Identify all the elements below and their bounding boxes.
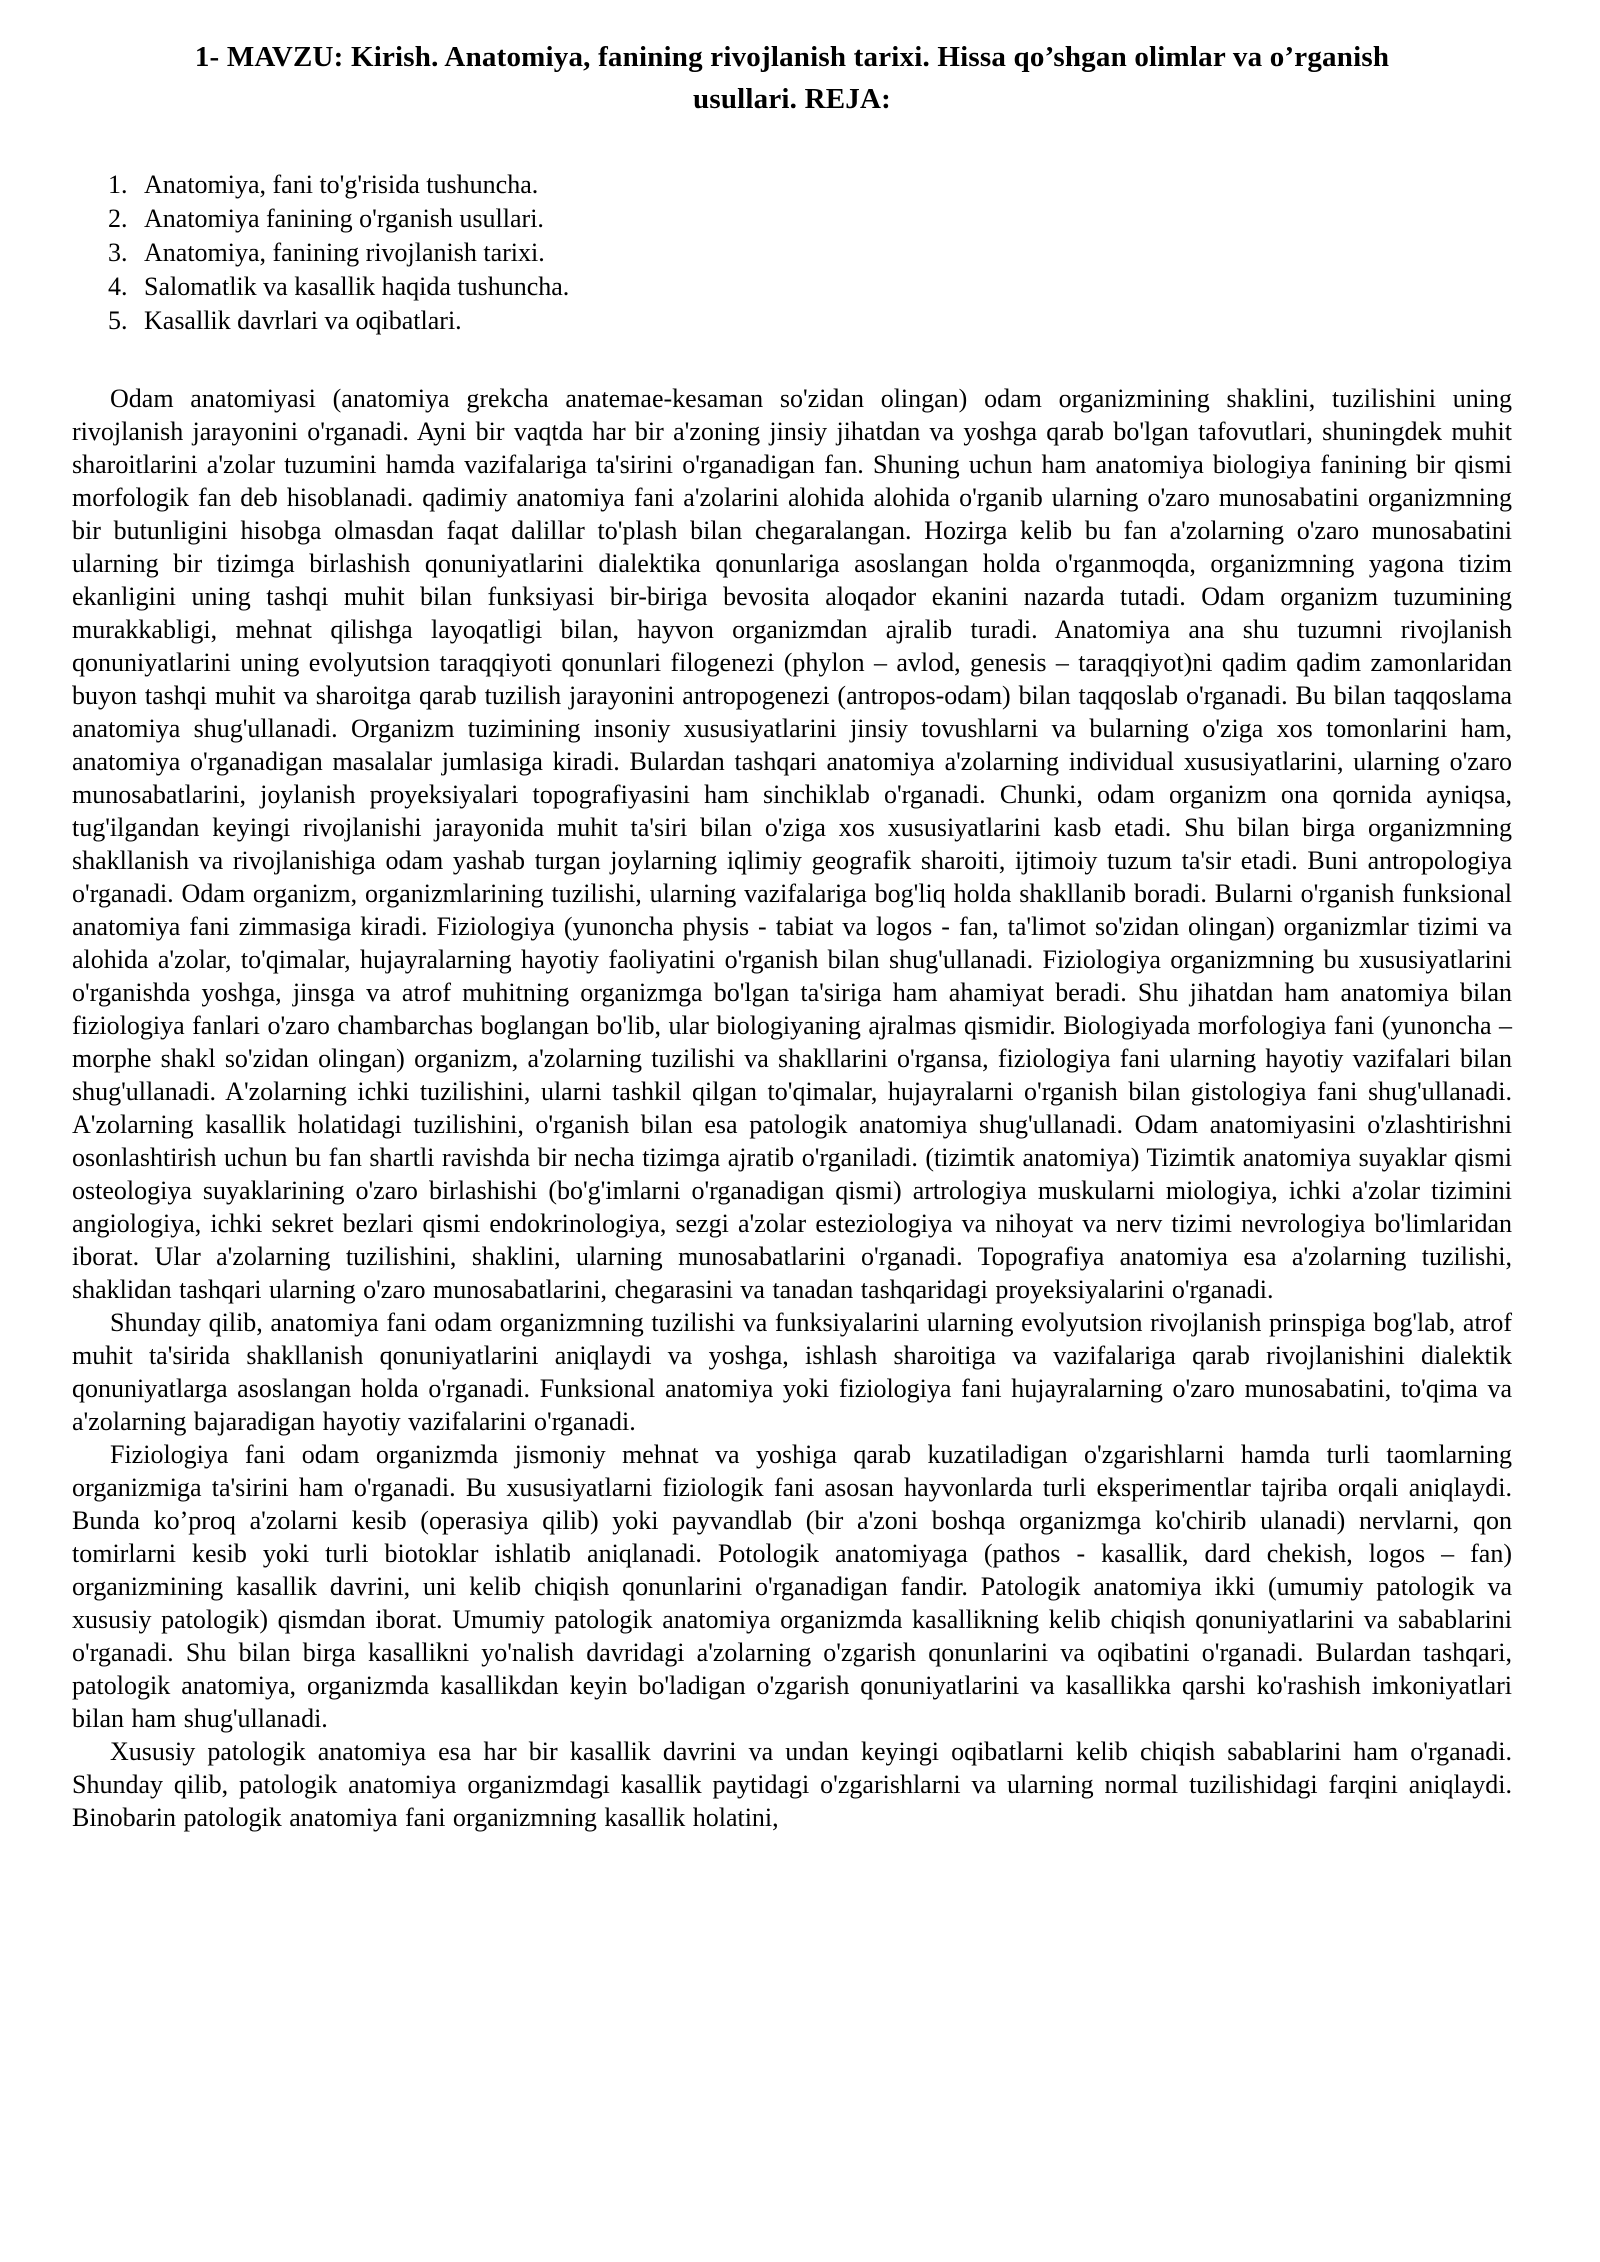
page-title-line-1: 1- MAVZU: Kirish. Anatomiya, fanining rivojlanish tarixi. Hissa qo’shgan olimlar va o’rganish <box>194 41 1390 73</box>
paragraph: Xususiy patologik anatomiya esa har bir kasallik davrini va undan keyingi oqibatlarni kelib chiqish sabablarini ham o'rganadi. Shunday qilib, patologik anatomiya organizmdagi kasallik paytidagi o'zgarishlarni va ularning normal tuzilishidagi farqini aniqlaydi. Binobarin patologik anatomiya fani organizmning kasallik holatini, <box>72 1737 1512 1832</box>
plan-item: 2. Anatomiya fanining o'rganish usullari. <box>134 202 1512 236</box>
paragraph: Shunday qilib, anatomiya fani odam organizmning tuzilishi va funksiyalarini ularning evolyutsion rivojlanish prinspiga bog'lab, atrof muhit ta'sirida shakllanish qonuniyatlarini aniqlaydi va yoshga, ishlash sharoitiga va vazifalariga qarab rivojlanishini dialektik qonuniyatlarga asoslangan holda o'rganadi. Funksional anatomiya yoki fiziologiya fani hujayralarning o'zaro munosabatini, to'qima va a'zolarning bajaradigan hayotiy vazifalarini o'rganadi. <box>72 1308 1512 1436</box>
plan-item: 4. Salomatlik va kasallik haqida tushuncha. <box>134 270 1512 304</box>
plan-item: 5. Kasallik davrlari va oqibatlari. <box>134 304 1512 338</box>
paragraph: Odam anatomiyasi (anatomiya grekcha anatemae-kesaman so'zidan olingan) odam organizmining shaklini, tuzilishini uning rivojlanish jarayonini o'rganadi. Ayni bir vaqtda har bir a'zoning jinsiy jihatdan va yoshga qarab bo'lgan tafovutlari, shuningdek muhit sharoitlarini a'zolar tuzumini hamda vazifalariga ta'sirini o'rganadigan fan. Shuning uchun ham anatomiya biologiya fanining bir qismi morfologik fan deb hisoblanadi. qadimiy anatomiya fani a'zolarini alohida alohida o'rganib ularning o'zaro munosabatini organizmning bir butunligini hisobga olmasdan faqat dalillar to'plash bilan chegaralangan. Hozirga kelib bu fan a'zolarning o'zaro munosabatini ularning bir tizimga birlashish qonuniyatlarini dialektika qonunlariga asoslangan holda o'rganmoqda, organizmning yagona tizim ekanligini uning tashqi muhit bilan funksiyasi bir-biriga bevosita aloqador ekanini nazarda tutadi. Odam organizm tuzumining murakkabligi, mehnat qilishga layoqatligi bilan, hayvon organizmdan ajralib turadi. Anatomiya ana shu tuzumni rivojlanish qonuniyatlarini uning evolyutsion taraqqiyoti qonunlari filogenezi (phylon – avlod, genesis – taraqqiyot)ni qadim qadim zamonlaridan buyon tashqi muhit va sharoitga qarab tuzilish jarayonini antropogenezi (antropos-odam) bilan taqqoslab o'rganadi. Bu bilan taqqoslama anatomiya shug'ullanadi. Organizm tuzimining insoniy xususiyatlarini jinsiy tovushlarni va bularning o'ziga xos tomonlarini ham, anatomiya o'rganadigan masalalar jumlasiga kiradi. Bulardan tashqari anatomiya a'zolarning individual xususiyatlarini, ularning o'zaro munosabatlarini, joylanish proyeksiyalari topografiyasini ham sinchiklab o'rganadi. Chunki, odam organizm ona qornida ayniqsa, tug'ilgandan keyingi rivojlanishi jarayonida muhit ta'siri bilan o'ziga xos xususiyatlarini kasb etadi. Shu bilan birga organizmning shakllanish va rivojlanishiga odam yashab turgan joylarning iqlimiy geografik sharoiti, ijtimoiy tuzum ta'sir etadi. Buni antropologiya o'rganadi. Odam organizm, organizmlarining tuzilishi, ularning vazifalariga bog'liq holda shakllanib boradi. Bularni o'rganish funksional anatomiya fani zimmasiga kiradi. Fiziologiya (yunoncha physis - tabiat va logos - fan, ta'limot so'zidan olingan) organizmlar tizimi va alohida a'zolar, to'qimalar, hujayralarning hayotiy faoliyatini o'rganish bilan shug'ullanadi. Fiziologiya organizmning bu xususiyatlarini o'rganishda yoshga, jinsga va atrof muhitning organizmga bo'lgan ta'siriga ham ahamiyat beradi. Shu jihatdan ham anatomiya bilan fiziologiya fanlari o'zaro chambarchas boglangan bo'lib, ular biologiyaning ajralmas qismidir. Biologiyada morfologiya fani (yunoncha – morphe shakl so'zidan olingan) organizm, a'zolarning tuzilishi va shakllarini o'rgansa, fiziologiya fani ularning hayotiy vazifalari bilan shug'ullanadi. A'zolarning ichki tuzilishini, ularni tashkil qilgan to'qimalar, hujayralarni o'rganish bilan gistologiya fani shug'ullanadi. A'zolarning kasallik holatidagi tuzilishini, o'rganish bilan esa patologik anatomiya shug'ullanadi. Odam anatomiyasini o'zlashtirishni osonlashtirish uchun bu fan shartli ravishda bir necha tizimga ajratib o'rganiladi. (tizimtik anatomiya) Tizimtik anatomiya suyaklar qismi osteologiya suyaklarining o'zaro birlashishi (bo'g'imlarni o'rganadigan qismi) artrologiya muskularni miologiya, ichki a'zolar tizimini angiologiya, ichki sekret bezlari qismi endokrinologiya, sezgi a'zolar esteziologiya va nihoyat va nerv tizimi nevrologiya bo'limlaridan iborat. Ular a'zolarning tuzilishini, shaklini, ularning munosabatlarini o'rganadi. Topografiya anatomiya esa a'zolarning tuzilishi, shaklidan tashqari ularning o'zaro munosabatlarini, chegarasini va tanadan tashqaridagi proyeksiyalarini o'rganadi. <box>72 384 1512 1304</box>
page-title <box>102 36 1482 120</box>
page-title-line-2: usullari. REJA: <box>693 83 891 115</box>
plan-item: 1. Anatomiya, fani to'g'risida tushuncha. <box>134 168 1512 202</box>
plan-item: 3. Anatomiya, fanining rivojlanish tarixi. <box>134 236 1512 270</box>
plan-list <box>72 168 1512 338</box>
document-body <box>72 382 1512 1834</box>
paragraph: Fiziologiya fani odam organizmda jismoniy mehnat va yoshiga qarab kuzatiladigan o'zgarishlarni hamda turli taomlarning organizmiga ta'sirini ham o'rganadi. Bu xususiyatlarni fiziologik fani asosan hayvonlarda turli eksperimentlar tajriba orqali aniqlaydi. Bunda ko’proq a'zolarni kesib (operasiya qilib) yoki payvandlab (bir a'zoni boshqa organizmga ko'chirib ulanadi) nervlarni, qon tomirlarni kesib yoki turli biotoklar ishlatib aniqlanadi. Potologik anatomiyaga (pathos - kasallik, dard chekish, logos – fan) organizmining kasallik davrini, uni kelib chiqish qonunlarini o'rganadigan fandir. Patologik anatomiya ikki (umumiy patologik va xususiy patologik) qismdan iborat. Umumiy patologik anatomiya organizmda kasallikning kelib chiqish qonuniyatlarini va sabablarini o'rganadi. Shu bilan birga kasallikni yo'nalish davridagi a'zolarning o'zgarish qonunlarini va oqibatini o'rganadi. Bulardan tashqari, patologik anatomiya, organizmda kasallikdan keyin bo'ladigan o'zgarish qonuniyatlarini va kasallikka qarshi ko'rashish imkoniyatlari bilan ham shug'ullanadi. <box>72 1440 1512 1733</box>
